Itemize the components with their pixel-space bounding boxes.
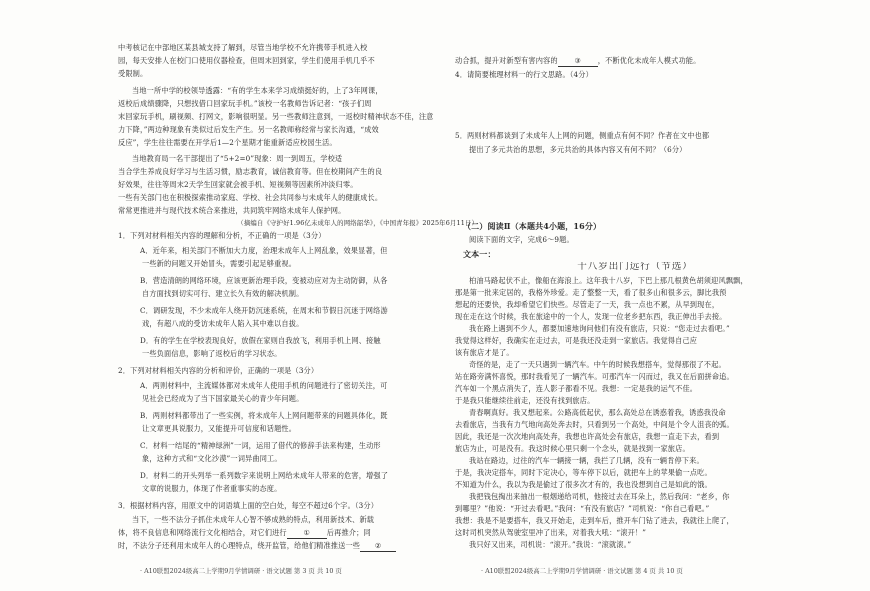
- question-1: 1．下列对材料相关内容的理解和分析，不正确的一项是（3分）: [118, 231, 326, 240]
- text-line: 力下降，”两边种现象有类似过后发生产生。另一名教师称经常与家长沟通，“成效: [118, 125, 379, 134]
- fill-line: 体，将不良信息和网络流行文化相结合，对它们进行 ① 后再推介；同: [118, 528, 371, 537]
- option-b-cont: 让文章更具说服力，又能提升可信度和话题性。: [142, 424, 297, 433]
- story-line: 柏油马路起伏不止，像船在海浪上。这年我十八岁，下巴上那几根黄色胡须迎风飘飘，: [469, 276, 748, 285]
- section-heading: （二）阅读Ⅱ（本题共4小题，16分）: [463, 221, 602, 231]
- story-line: 于是我只能继续往前走，还没有找到旅店。: [455, 396, 595, 405]
- option-d: D．材料二的开头列举一系列数字来说明上网给未成年人带来的危害，增强了: [140, 471, 389, 480]
- answer-blank[interactable]: ①: [287, 528, 327, 539]
- answer-blank[interactable]: ③: [558, 56, 598, 67]
- story-line: 该有旅店才是了。: [455, 348, 514, 357]
- question-3: 3．根据材料内容，用原文中的词语填上面的空白处，每空不超过6个字。（3分）: [118, 501, 379, 510]
- story-line: 我想：我是不是要搭车，我又开始走，走到车后，推开车门钻了进去，我就往上爬了，: [455, 516, 734, 525]
- option-c-cont: 象，这种方式和“文化沙漠”一词异曲同工。: [142, 454, 282, 463]
- question-4: 4．请简要梳理材料一的行文思路。（4分）: [455, 70, 593, 79]
- story-line: 我只好又出来，司机说：“滚开。”我说：“滚就滚。”: [469, 540, 632, 549]
- fill-line: 时，不法分子还利用未成年人的心理特点，绕开监管，给他们精准推送一些 ②: [118, 541, 478, 552]
- story-title: 十八岁出门远行（节选）: [577, 262, 693, 272]
- option-c: C．材料一结尾的“精神绿洲”一词，运用了借代的修辞手法来构建，生动形: [140, 441, 381, 450]
- right-page: [455, 0, 815, 591]
- option-d-cont: 一些负面信息，影响了返校后的学习状态。: [142, 349, 282, 358]
- instruction: 阅读下面的文字，完成6～9题。: [469, 235, 574, 244]
- text-line: 返校后成绩骤降，只想找借口回家玩手机。”该校一名教师告诉记者：“孩子们周: [118, 99, 372, 108]
- story-line: 想起的还要快，我却希望它们快些。尽管走了一天，我一点也不累，从早到现在，: [455, 300, 720, 309]
- story-line: 汽车如一个黑点消失了，连人影子都看不见。我想：一定是我的运气不佳。: [455, 384, 698, 393]
- story-line: 因此，我还是一次次地向高处奔，我想也许高处会有旅店，我想一直走下去，看到: [455, 432, 720, 441]
- story-line: 我在路上遇到不少人，都要加速地询问他们有没有旅店，只说：“您走过去看吧。”: [469, 324, 730, 333]
- text-line: 当地一所中学的校领导透露：“有的学生本来学习成绩挺好的，上了3年网课，: [132, 86, 383, 95]
- text-line: 常常更推进并与现代技术统合来推进，共同筑牢网络未成年人保护网。: [118, 206, 346, 215]
- option-b: B．两则材料都带出了一些实例，将未成年人上网问题带来的问题具体化，既: [140, 411, 388, 420]
- question-2: 2．下列对材料相关内容的分析和评价，正确的一项是（3分）: [118, 366, 319, 375]
- story-line: 现在走在这个时候，我在旅途中的一个人，发现一位老乡把东西，我正伸出手去接。: [455, 312, 727, 321]
- page-footer: · A10联盟2024级高二上学期9月学情调研 · 语文试题 第 4 页 共 10 页: [481, 567, 683, 575]
- text-line: 中考核记在中部地区某县城支持了解到，尽管当地学校不允许携带手机进入校: [118, 43, 368, 52]
- story-line: 旅店为止，可是没有。我这时候心里只剩一个念头，就是找到一家旅店。: [455, 444, 690, 453]
- option-c-cont: 戏，有超八成的受访未成年人陷入其中难以自拔。: [142, 319, 304, 328]
- story-line: 站在路旁满怀喜悦，那时我看见了一辆汽车。可那汽车一闪而过，我又在后面拼命追。: [455, 372, 734, 381]
- text-line: 当下，一些不法分子抓住未成年人心智不够成熟的特点，利用新技术、新载: [132, 515, 375, 524]
- source-citation: （摘编自《守护好1.96亿未成年人的网络韶华》，《中国青年报》2025年6月11日）: [237, 219, 478, 227]
- text-line: 当地教育局一名干部提出了“5+2=0”现象：周一到周五，学校适: [132, 154, 343, 163]
- story-line: 这时司机突然从驾驶室里冲了出来，对着我大吼：“滚开！”: [455, 528, 647, 537]
- option-d-cont: 文章的说服力，体现了作者重事实的态度。: [142, 484, 282, 493]
- option-a: A．近年来，相关部门不断加大力度，治理未成年人上网乱象，效果显著，但: [140, 246, 388, 255]
- option-a-cont: 一些新的问题又开始冒头，需要引起足够重视。: [142, 259, 297, 268]
- question-5: 5．两则材料都谈到了未成年人上网的问题，侧重点有何不同？作者在文中也都: [455, 131, 710, 140]
- option-b: B．营造清朗的网络环境，应该更新治理手段，变被动应对为主动防御，从各: [140, 276, 388, 285]
- text-line: 好效果，往往等周末2天学生回家就会被手机、短视频等因素所冲淡归零。: [118, 180, 358, 189]
- option-a: A．两则材料中，主流媒体都对未成年人使用手机的问题进行了密切关注，可: [140, 381, 388, 390]
- option-b-cont: 自方面找到切实可行、建立长久有效的解决机制。: [142, 289, 304, 298]
- page-footer: · A10联盟2024级高二上学期9月学情调研 · 语文试题 第 3 页 共 10 页: [140, 567, 342, 575]
- story-line: 我觉得这样好，我确实在走过去，可是我还没走到一家旅店。我觉得自己应: [455, 336, 698, 345]
- text-line: 当合学生养成良好学习与生活习惯，励志教育，诚信教育等。但在校期间产生的良: [118, 167, 383, 176]
- left-page: [118, 0, 478, 591]
- answer-blank[interactable]: ②: [360, 541, 396, 552]
- story-line: 不知道为什么，我以为我是偷过了很多次才有的，我也没想到自己是如此的饿。: [455, 480, 712, 489]
- story-line: 我站在路边，过往的汽车一辆接一辆，我拦了几辆，没有一辆肯停下来。: [469, 456, 704, 465]
- story-line: 青春啊真好。我又想起来。公路高低起伏，那么高处总在诱惑着我，诱惑我没命: [469, 408, 726, 417]
- story-line: 于是，我决定搭车，同时下定决心，等车停下以后，就把车上的苹果偷一点吃。: [455, 468, 712, 477]
- text-label: 文本一：: [463, 249, 496, 259]
- text-line: 园，每天安排人在校门口使用仪器检查，但周末回到家，学生们使用手机几乎不: [118, 56, 375, 65]
- fill-line: 动合抓，提升对新型有害内容的 ③ ，不断优化未成年人模式功能。: [455, 56, 701, 65]
- story-line: 去看旅店，当我有力气地向高处奔去时，只看到另一个高处，中间是个令人沮丧的弧。: [455, 420, 734, 429]
- question-5-cont: 提出了多元共治的思想，多元共治的具体内容又有何不同？（6分）: [469, 145, 687, 154]
- story-line: 到哪里？”他说：“开过去看吧。”我问：“有没有旅店？”司机说：“你自己看吧。”: [455, 504, 710, 513]
- option-c: C．调研发现，不少未成年人绕开防沉迷系统，在周末和节假日沉迷于网络游: [140, 306, 388, 315]
- text-line: 反应”，学生往往需要在开学后1—2个星期才能重新适应校园生活。: [118, 138, 337, 147]
- option-a-cont: 见社会已经成为了当下国家最关心的青少年问题。: [142, 394, 304, 403]
- story-line: 那是第一批来定居的，我格外珍爱。走了整整一天，看了很多山和很多云，脚比我预: [455, 288, 727, 297]
- text-line: 末回家玩手机，刷视频、打网文，影响很明显。另一些教师注意到，一返校时精神状态不佳，注意: [118, 112, 434, 121]
- text-line: 一些有关部门也在积极探索推动家庭、学校、社会共同参与未成年人的健康成长。: [118, 193, 383, 202]
- story-line: 奇怪的是，走了一天只遇到一辆汽车。中午的时候我想搭车，觉得那很了不起。: [469, 360, 726, 369]
- story-line: 我把钱包掏出来抽出一根烟递给司机，他接过去在耳朵上，然后我问：“老乡，你: [469, 492, 730, 501]
- text-line: 受限制。: [118, 69, 148, 78]
- option-d: D．有的学生在学校表现良好，放假在家则自我放飞，利用手机上网、接触: [140, 336, 381, 345]
